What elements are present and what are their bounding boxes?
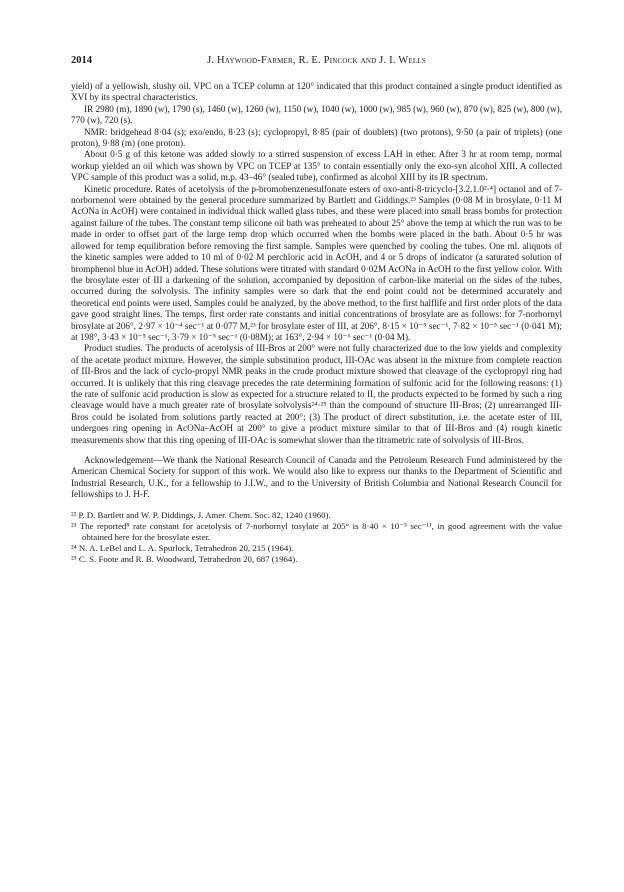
paragraph-kinetic-procedure: Kinetic procedure. Rates of acetolysis of the p-bromobenzenesulfonate esters of oxo-anti-8-tricyclo-[3.2.1.0²·⁴] octanol and of 7-norbornenol were obtained by the general procedure summarized by Bartlett and Giddings.²³ Samples (0·08 M in brosylate, 0·11 M AcONa in AcOH) were contained in individual thick walled glass tubes, and these were placed into small brass bombs for protection against failure of the tubes. The constant temp silicone oil bath was preheated to about 25° above the temp at which the run was to be made in order to offset part of the large temp drop which occurred when the bombs were placed in the bath. About 0·5 hr was allowed for temp equilibration before removing the first sample. Samples were quenched by cooling the tubes. One ml. aliquots of the kinetic samples were added to 10 ml of 0·02 M perchloric acid in AcOH, and 4 or 5 drops of indicator (a saturated solution of bromphenol blue in AcOH) added. These solutions were titrated with standard 0·02M AcONa in AcOH to the first yellow color. With the brosylate ester of III a darkening of the solution, accompanied by deposition of carbon-like material on the sides of the tubes, occurred during the solvolysis. The infinity samples were so dark that the end point could not be determined accurately and theoretical end points were used. Samples could be analyzed, by the above method, to the first halflife and first order plots of the data gave good straight lines. The temps, first order rate constants and initial concentrations of brosylate are as follows: for 7-norbornyl brosylate at 206°, 2·97 × 10⁻⁴ sec⁻¹ at 0·077 M,²³ for brosylate ester of III, at 206°, 8·15 × 10⁻⁵ sec⁻¹, 7·82 × 10⁻⁵ sec⁻¹ (0·041 M); at 198°, 3·43 × 10⁻⁵ sec⁻¹, 3·79 × 10⁻⁵ sec⁻¹ (0·08M); at 163°, 2·94 × 10⁻⁶ sec⁻¹ (0·04 M). — [71, 183, 562, 342]
running-authors: J. Haywood-Farmer, R. E. Pincock and J. I. Wells — [207, 55, 426, 66]
footnotes — [71, 510, 562, 565]
paragraph-product-studies: Product studies. The products of acetolysis of III-Bros at 200° were not fully characterized due to the low yields and complexity of the acetate product mixture. However, the simple substitution product, III-OAc was absent in the mixture from complete reaction of III-Bros and the lack of cyclo-propyl NMR peaks in the crude product mixture showed that cleavage of the cyclopropyl ring had occurred. It is unlikely that this ring cleavage precedes the rate determining formation of sulfonic acid for the following reasons: (1) the rate of sulfonic acid production is slow as expected for a structure related to II, the products expected to be formed by such a ring cleavage would have a much greater rate of brosylate solvolysis²⁴·²⁵ than the compound of structure III-Bros; (2) unrearranged III-Bros could be isolated from solutions partly reacted at 200°; (3) The product of direct substitution, i.e. the acetate ester of III, undergoes ring opening in AcONa–AcOH at 200° to give a product mixture similar to that of III-Bros and (4) rough kinetic measurements show that this ring opening of III-OAc is somewhat slower than the titrametric rate of solvolysis of III-Bros. — [71, 343, 562, 445]
running-header — [71, 55, 562, 69]
paragraph-acknowledgement: Acknowledgement—We thank the National Research Council of Canada and the Petroleum Research Fund administered by the American Chemical Society for support of this work. We would also like to express our thanks to the Department of Scientific and Industrial Research, U.K., for a fellowship to J.I.W., and to the University of British Columbia and National Research Council for fellowships to J. H-F. — [71, 455, 562, 500]
footnote-23: ²³ The reported⁸ rate constant for acetolysis of 7-norbornyl tosylate at 205° is 8·40 × 10⁻⁵ sec⁻¹¹, in good agreement with the value obtained here for the brosylate ester. — [71, 520, 562, 542]
footnote-24: ²⁴ N. A. LeBel and L. A. Spurlock, Tetrahedron 20, 215 (1964). — [71, 542, 294, 553]
paragraph-ir: IR 2980 (m), 1890 (w), 1790 (s), 1460 (w), 1260 (w), 1150 (w), 1040 (w), 1000 (w), 985 (w), 960 (w), 870 (w), 825 (w), 800 (w), 770 (w), 720 (s). — [71, 103, 562, 126]
footnote-25: ²⁵ C. S. Foote and R. B. Woodward, Tetrahedron 20, 687 (1964). — [71, 553, 298, 564]
page — [71, 55, 562, 565]
paragraph-ketone-reduction: About 0·5 g of this ketone was added slowly to a stirred suspension of excess LAH in ether. After 3 hr at room temp, normal workup yielded an oil which was shown by VPC on TCEP at 135° to contain essentially only the exo-syn alcohol XIII. A collected VPC sample of this product was a solid, m.p. 43–46° (sealed tube), confirmed as alcohol XIII by its IR spectrum. — [71, 149, 562, 183]
page-number: 2014 — [71, 55, 92, 66]
paragraph-nmr: NMR: bridgehead 8·04 (s); exo/endo, 8·23 (s); cyclopropyl, 8·85 (pair of doublets) (two protons), 9·50 (a pair of triplets) (one proton), 9·88 (m) (one proton). — [71, 126, 562, 149]
footnote-22: ²² P. D. Bartlett and W. P. Diddings, J. Amer. Chem. Soc. 82, 1240 (1960). — [71, 509, 331, 520]
paragraph-yield: yield) of a yellowish, slushy oil. VPC on a TCEP column at 120° indicated that this product contained a single product identified as XVI by its spectral characteristics. — [71, 81, 562, 103]
article-body — [71, 81, 562, 501]
